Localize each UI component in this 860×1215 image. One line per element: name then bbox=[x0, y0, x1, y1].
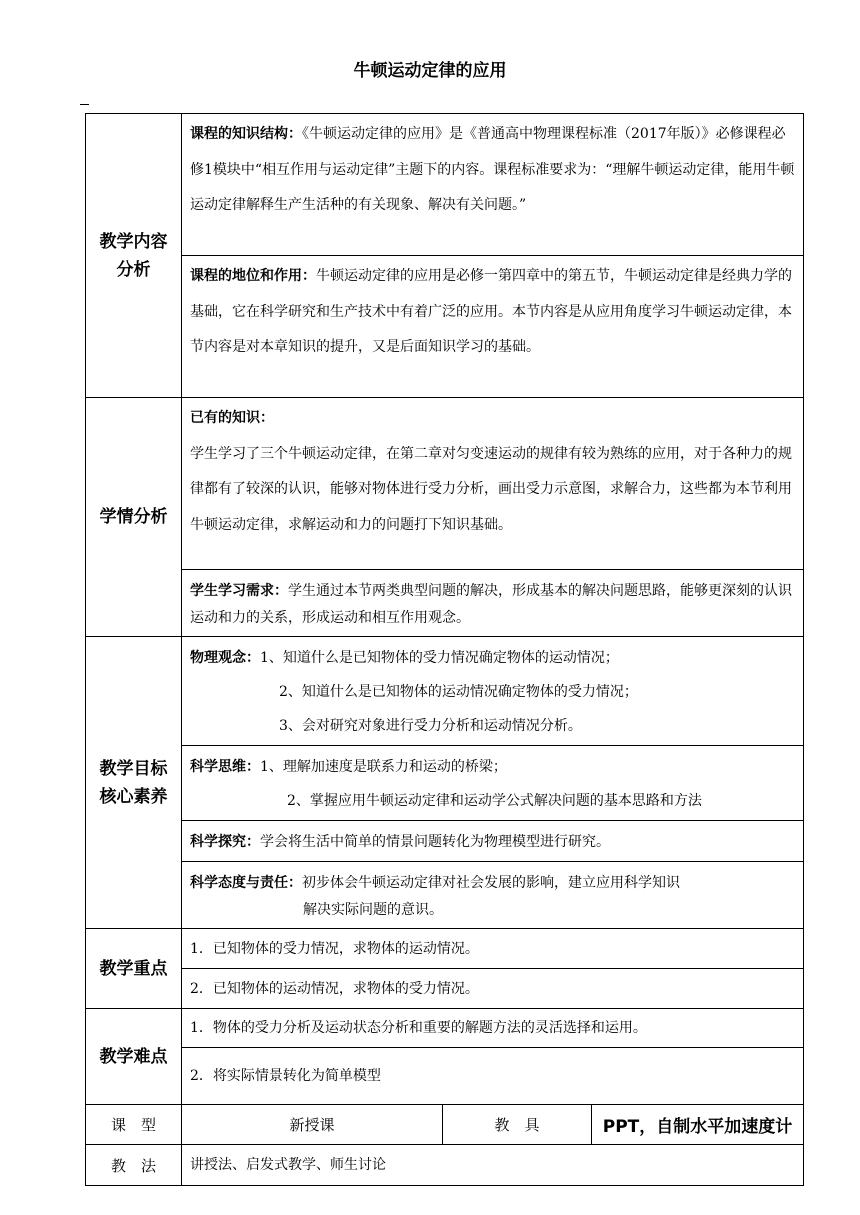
status-role-text: 牛顿运动定律的应用是必修一第四章中的第五节，牛顿运动定律是经典力学的基础，它在科学研究和生产技术中有着广泛的应用。本节内容是从应用角度学习牛顿运动定律，本节内容是对本章知识的提升，又是后面知识学习的基础。 bbox=[190, 268, 792, 355]
attitude-text-1: 初步体会牛顿运动定律对社会发展的影响，建立应用科学知识 bbox=[302, 875, 680, 891]
key-points-row-1 bbox=[86, 929, 804, 969]
status-role-cell bbox=[182, 256, 804, 398]
scientific-thinking-heading: 科学思维： bbox=[190, 759, 260, 775]
key-points-label: 教学重点 bbox=[86, 929, 182, 1009]
content-analysis-row-2 bbox=[86, 256, 804, 398]
attitude-heading: 科学态度与责任： bbox=[190, 875, 302, 891]
knowledge-structure-text: 《牛顿运动定律的应用》是《普通高中物理课程标准（2017年版）》必修课程必修1模块中“相互作用与运动定律”主题下的内容。课程标准要求为：“理解牛顿运动定律，能用牛顿运动定律解释生产生活种的有关现象、解决有关问题。” bbox=[190, 126, 795, 213]
student-analysis-row-1 bbox=[86, 398, 804, 570]
content-analysis-label: 教学内容 分析 bbox=[86, 114, 182, 398]
difficulties-label: 教学难点 bbox=[86, 1009, 182, 1105]
physics-concept-item-1: 1、知道什么是已知物体的受力情况确定物体的运动情况； bbox=[260, 650, 619, 666]
lesson-type-value: 新授课 bbox=[182, 1105, 443, 1145]
objectives-row-4 bbox=[86, 862, 804, 929]
tools-value: PPT，自制水平加速度计 bbox=[592, 1105, 804, 1145]
status-role-heading: 课程的地位和作用： bbox=[190, 268, 316, 284]
existing-knowledge-text: 学生学习了三个牛顿运动定律，在第二章对匀变速运动的规律有较为熟练的应用，对于各种力的规律都有了较深的认识，能够对物体进行受力分析，画出受力示意图，求解合力，这些都为本节利用牛顿运动定律，求解运动和力的问题打下知识基础。 bbox=[190, 445, 792, 533]
physics-concept-item-3: 3、会对研究对象进行受力分析和运动情况分析。 bbox=[279, 718, 582, 734]
learning-needs-heading: 学生学习需求： bbox=[190, 583, 288, 599]
content-analysis-row-1 bbox=[86, 114, 804, 256]
objectives-row-1 bbox=[86, 637, 804, 746]
scientific-inquiry-heading: 科学探究： bbox=[190, 834, 260, 850]
scientific-inquiry-text: 学会将生活中简单的情景问题转化为物理模型进行研究。 bbox=[260, 834, 610, 850]
attitude-cell bbox=[182, 862, 804, 929]
key-point-item-2: 2．已知物体的运动情况，求物体的受力情况。 bbox=[182, 969, 804, 1009]
difficulty-item-2: 2．将实际情景转化为简单模型 bbox=[182, 1048, 804, 1105]
lesson-type-row bbox=[86, 1105, 804, 1145]
margin-dash bbox=[80, 104, 89, 105]
lesson-type-label: 课 型 bbox=[86, 1105, 182, 1145]
knowledge-structure-cell bbox=[182, 114, 804, 256]
method-row bbox=[86, 1145, 804, 1186]
key-point-item-1: 1．已知物体的受力情况，求物体的运动情况。 bbox=[182, 929, 804, 969]
difficulty-item-1: 1．物体的受力分析及运动状态分析和重要的解题方法的灵活选择和运用。 bbox=[182, 1009, 804, 1048]
existing-knowledge-heading: 已有的知识： bbox=[190, 410, 274, 426]
difficulties-row-2 bbox=[86, 1048, 804, 1105]
scientific-thinking-cell bbox=[182, 746, 804, 821]
physics-concept-item-2: 2、知道什么是已知物体的运动情况确定物体的受力情况； bbox=[279, 684, 638, 700]
document-title: 牛顿运动定律的应用 bbox=[353, 61, 507, 81]
method-label: 教 法 bbox=[86, 1145, 182, 1186]
key-points-row-2 bbox=[86, 969, 804, 1009]
objectives-row-3 bbox=[86, 821, 804, 862]
method-value: 讲授法、启发式教学、师生讨论 bbox=[182, 1145, 804, 1186]
scientific-inquiry-cell bbox=[182, 821, 804, 862]
learning-needs-text: 学生通过本节两类典型问题的解决，形成基本的解决问题思路，能够更深刻的认识运动和力的关系，形成运动和相互作用观念。 bbox=[190, 583, 792, 626]
existing-knowledge-cell bbox=[182, 398, 804, 570]
scientific-thinking-item-2: 2、掌握应用牛顿运动定律和运动学公式解决问题的基本思路和方法 bbox=[287, 793, 702, 809]
physics-concept-cell bbox=[182, 637, 804, 746]
student-analysis-label: 学情分析 bbox=[86, 398, 182, 637]
knowledge-structure-heading: 课程的知识结构： bbox=[190, 126, 302, 142]
objectives-label: 教学目标 核心素养 bbox=[86, 637, 182, 929]
objectives-row-2 bbox=[86, 746, 804, 821]
student-analysis-row-2 bbox=[86, 570, 804, 637]
scientific-thinking-item-1: 1、理解加速度是联系力和运动的桥梁； bbox=[260, 759, 507, 775]
physics-concept-heading: 物理观念： bbox=[190, 650, 260, 666]
tools-label: 教 具 bbox=[443, 1105, 592, 1145]
lesson-plan-table bbox=[85, 113, 804, 1186]
learning-needs-cell bbox=[182, 570, 804, 637]
difficulties-row-1 bbox=[86, 1009, 804, 1048]
attitude-text-2: 解决实际问题的意识。 bbox=[303, 902, 443, 918]
